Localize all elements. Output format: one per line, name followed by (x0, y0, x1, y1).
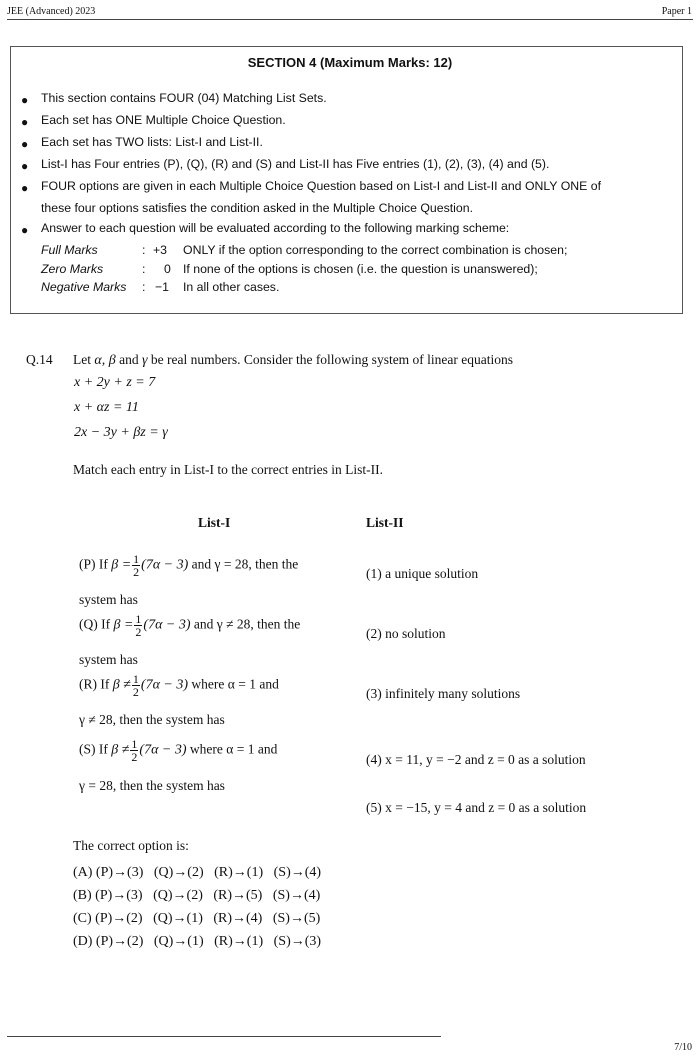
p-label: (P) If (79, 556, 108, 572)
r-label: (R) If (79, 676, 110, 692)
gamma: γ (141, 353, 148, 368)
p-condition: and γ = 28, then the (191, 556, 299, 572)
list2-item-5: (5) x = −15, y = 4 and z = 0 as a solution (366, 800, 587, 815)
bullet-dot: ● (21, 159, 29, 173)
negative-marks-value: −1 (155, 280, 170, 294)
intro-rest: be real numbers. Consider the following system of linear equations (150, 352, 514, 367)
list2-title: List-II (366, 515, 404, 530)
question-number: Q.14 (26, 352, 53, 367)
bullet-dot: ● (21, 115, 29, 129)
option-b[interactable]: (B) (P)→(3) (Q)→(2) (R)→(5) (S)→(4) (73, 888, 321, 903)
negative-marks-desc: In all other cases. (183, 280, 280, 294)
list2-item-1: (1) a unique solution (366, 566, 479, 581)
alpha-beta: α, β (94, 353, 116, 368)
question-intro: Let α, β and γ be real numbers. Consider the following system of linear equations (73, 352, 514, 368)
equation-1: x + 2y + z = 7 (74, 375, 156, 390)
zero-marks-label: Zero Marks (41, 262, 104, 276)
bullet-2: Each set has ONE Multiple Choice Question. (41, 113, 286, 127)
full-marks-label: Full Marks (41, 243, 98, 257)
option-a[interactable]: (A) (P)→(3) (Q)→(2) (R)→(1) (S)→(4) (73, 865, 322, 880)
bullet-4: List-I has Four entries (P), (Q), (R) and (S) and List-II has Five entries (1), (2), (3), (4) and (5). (41, 157, 550, 171)
bullet-3: Each set has TWO lists: List-I and List-II. (41, 135, 263, 149)
list1-item-s-cont: γ = 28, then the system has (79, 778, 225, 793)
paper-label: Paper 1 (661, 6, 692, 17)
bullet-dot: ● (21, 181, 29, 195)
option-c[interactable]: (C) (P)→(2) (Q)→(1) (R)→(4) (S)→(5) (73, 911, 321, 926)
list1-title: List-I (198, 515, 231, 530)
match-instruction: Match each entry in List-I to the correct entries in List-II. (73, 462, 384, 477)
q-label: (Q) If (79, 616, 111, 632)
list2-item-4: (4) x = 11, y = −2 and z = 0 as a solution (366, 752, 586, 767)
full-marks-value: +3 (153, 243, 168, 257)
footer-rule (7, 1036, 441, 1037)
bullet-5: FOUR options are given in each Multiple Choice Question based on List-I and List-II and ONLY ONE of (41, 179, 602, 193)
zero-marks-desc: If none of the options is chosen (i.e. the question is unanswered); (183, 262, 538, 276)
list1-item-p-cont: system has (79, 592, 138, 607)
equation-2: x + αz = 11 (74, 400, 139, 415)
bullet-dot: ● (21, 93, 29, 107)
negative-marks-label: Negative Marks (41, 280, 127, 294)
list1-item-r: (R) If β ≠ $\frac{1}{2}$ (7α − 3) where α = 1 and (79, 672, 279, 699)
bullet-dot: ● (21, 137, 29, 151)
zero-marks-sep: : (142, 262, 146, 276)
bullet-dot: ● (21, 223, 29, 237)
q-condition: and γ ≠ 28, then the (193, 616, 301, 632)
header-rule (7, 19, 693, 20)
s-label: (S) If (79, 741, 108, 757)
intro-let: Let (73, 352, 91, 367)
bullet-1: This section contains FOUR (04) Matching List Sets. (41, 91, 327, 105)
section-title: SECTION 4 (Maximum Marks: 12) (247, 55, 453, 70)
bullet-6: Answer to each question will be evaluated according to the following marking scheme: (41, 221, 510, 235)
bullet-5-cont: these four options satisfies the condition asked in the Multiple Choice Question. (41, 201, 474, 215)
exam-title: JEE (Advanced) 2023 (7, 6, 96, 17)
list1-item-q-cont: system has (79, 652, 138, 667)
zero-marks-value: 0 (164, 262, 171, 276)
list2-item-3: (3) infinitely many solutions (366, 686, 521, 701)
option-d[interactable]: (D) (P)→(2) (Q)→(1) (R)→(1) (S)→(3) (73, 934, 322, 949)
page-number: 7/10 (674, 1042, 692, 1053)
list2-item-2: (2) no solution (366, 626, 446, 641)
full-marks-desc: ONLY if the option corresponding to the correct combination is chosen; (183, 243, 568, 257)
list1-item-s: (S) If β ≠ $\frac{1}{2}$ (7α − 3) where α = 1 and (79, 737, 278, 764)
s-condition: where α = 1 and (189, 741, 278, 757)
list1-item-r-cont: γ ≠ 28, then the system has (79, 712, 225, 727)
list1-item-p: (P) If β = $\frac{1}{2}$ (7α − 3) and γ = 28, then the (79, 552, 299, 579)
r-condition: where α = 1 and (191, 676, 279, 692)
equation-3: 2x − 3y + βz = γ (74, 425, 168, 440)
correct-option-prompt: The correct option is: (73, 838, 189, 853)
list1-item-q: (Q) If β = $\frac{1}{2}$ (7α − 3) and γ ≠ 28, then the (79, 612, 301, 639)
full-marks-sep: : (142, 243, 146, 257)
negative-marks-sep: : (142, 280, 146, 294)
